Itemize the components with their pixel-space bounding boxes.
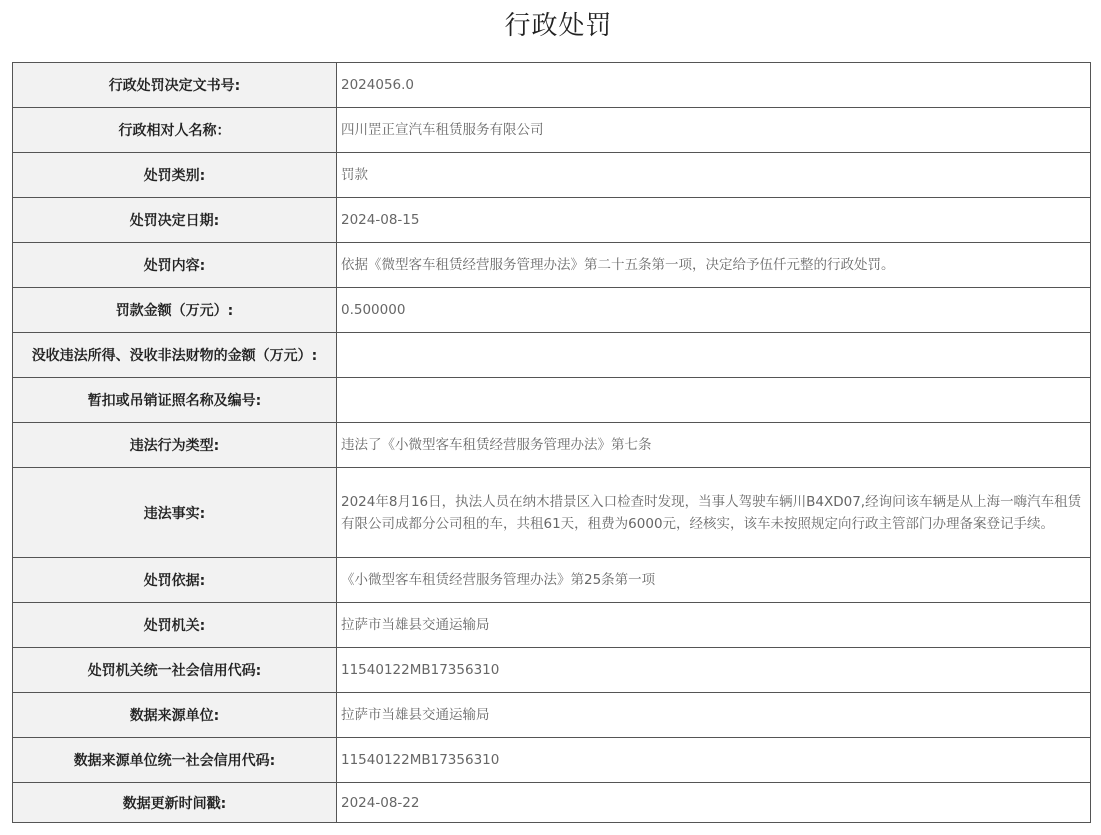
row-label: 处罚决定日期:	[13, 198, 337, 243]
row-value: 11540122MB17356310	[337, 648, 1091, 693]
table-row-penalty-authority	[13, 603, 1091, 648]
table-row-data-source	[13, 693, 1091, 738]
row-value: 拉萨市当雄县交通运输局	[337, 603, 1091, 648]
row-label: 处罚机关:	[13, 603, 337, 648]
row-value: 2024年8月16日，执法人员在纳木措景区入口检查时发现，当事人驾驶车辆川B4XD07,经询问该车辆是从上海一嗨汽车租赁有限公司成都分公司租的车，共租61天，租费为6000元，经核实，该车未按照规定向行政主管部门办理备案登记手续。	[337, 468, 1091, 558]
table-row-decision-number	[13, 63, 1091, 108]
row-label: 数据来源单位统一社会信用代码:	[13, 738, 337, 783]
table-row-penalty-content	[13, 243, 1091, 288]
row-label: 违法事实:	[13, 468, 337, 558]
row-value: 2024-08-15	[337, 198, 1091, 243]
page-title: 行政处罚	[504, 11, 613, 41]
table-row-penalty-type	[13, 153, 1091, 198]
row-label: 数据来源单位:	[13, 693, 337, 738]
row-label: 违法行为类型:	[13, 423, 337, 468]
table-row-party-name	[13, 108, 1091, 153]
table-row-violation-facts	[13, 468, 1091, 558]
row-value: 违法了《小微型客车租赁经营服务管理办法》第七条	[337, 423, 1091, 468]
row-value: 罚款	[337, 153, 1091, 198]
table-row-violation-type	[13, 423, 1091, 468]
table-row-update-timestamp	[13, 783, 1091, 823]
row-label: 行政处罚决定文书号:	[13, 63, 337, 108]
row-value: 《小微型客车租赁经营服务管理办法》第25条第一项	[337, 558, 1091, 603]
row-value: 四川罡正宣汽车租赁服务有限公司	[337, 108, 1091, 153]
row-value: 依据《微型客车租赁经营服务管理办法》第二十五条第一项，决定给予伍仟元整的行政处罚。	[337, 243, 1091, 288]
row-value: 2024056.0	[337, 63, 1091, 108]
row-label: 数据更新时间戳:	[13, 783, 337, 823]
table-row-authority-credit-code	[13, 648, 1091, 693]
row-label: 处罚依据:	[13, 558, 337, 603]
row-label: 处罚类别:	[13, 153, 337, 198]
row-value: 11540122MB17356310	[337, 738, 1091, 783]
row-label: 暂扣或吊销证照名称及编号:	[13, 378, 337, 423]
row-value: 拉萨市当雄县交通运输局	[337, 693, 1091, 738]
table-row-confiscation-amount	[13, 333, 1091, 378]
table-row-license-revocation	[13, 378, 1091, 423]
row-value: 0.500000	[337, 288, 1091, 333]
row-label: 行政相对人名称：	[13, 108, 337, 153]
table-row-source-credit-code	[13, 738, 1091, 783]
table-row-penalty-basis	[13, 558, 1091, 603]
penalty-detail-table	[12, 62, 1091, 823]
row-label: 罚款金额（万元）:	[13, 288, 337, 333]
row-value	[337, 378, 1091, 423]
row-value	[337, 333, 1091, 378]
row-label: 处罚机关统一社会信用代码:	[13, 648, 337, 693]
row-label: 处罚内容:	[13, 243, 337, 288]
table-row-fine-amount	[13, 288, 1091, 333]
row-label: 没收违法所得、没收非法财物的金额（万元）:	[13, 333, 337, 378]
table-row-decision-date	[13, 198, 1091, 243]
row-value: 2024-08-22	[337, 783, 1091, 823]
